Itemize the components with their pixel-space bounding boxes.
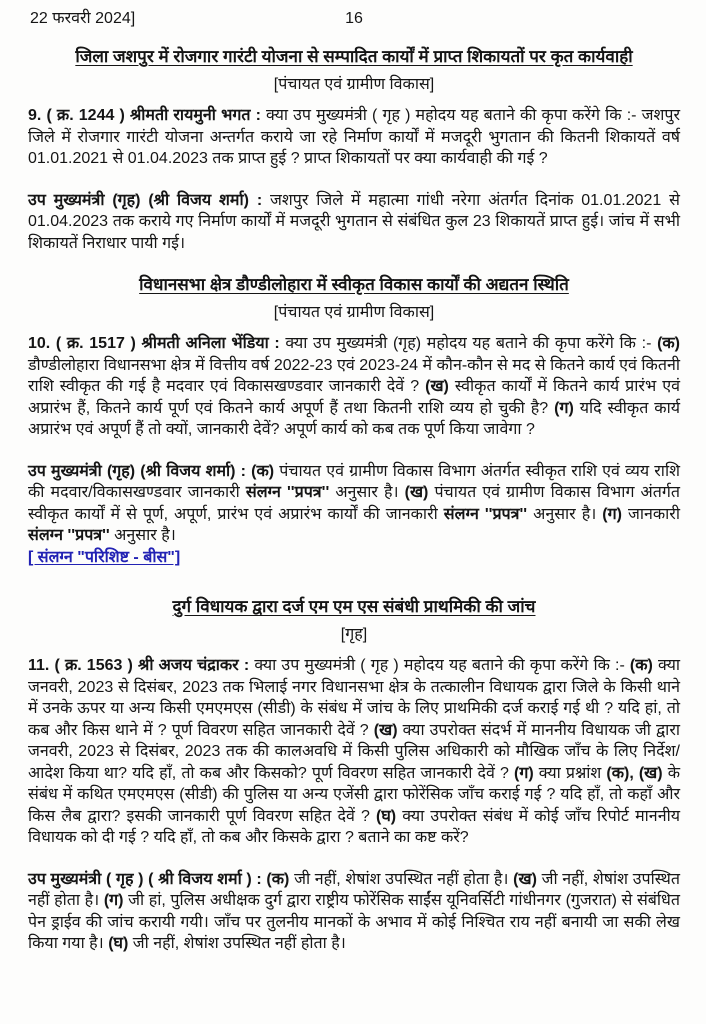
answer-paragraph: उप मुख्यमंत्री ( गृह ) ( श्री विजय शर्मा ) : (क) जी नहीं, शेषांश उपस्थित नहीं होता है। (ख) जी नहीं, शेषांश उपस्थित नहीं होता है। (ग) जी हां, पुलिस अधीक्षक दुर्ग द्वारा राष्ट्रीय फोरेंसिक साईंस यूनिवर्सिटी गांधीनगर (गुजरात) से संबंधित पेन ड्राईव की जांच करायी गयी। जाँच पर तुलनीय मानकों के अभाव में कोई निश्चित राय नहीं बनायी जा सकी लेख किया गया है। (घ) जी नहीं, शेषांश उपस्थित नहीं होता है। (28, 870, 680, 952)
department-label: [गृह] (340, 625, 368, 643)
question-paragraph: 11. ( क्र. 1563 ) श्री अजय चंद्राकर : क्या उप मुख्यमंत्री ( गृह ) महोदय यह बताने की कृपा करेंगे कि :- (क) क्या जनवरी, 2023 से दिसंबर, 2023 तक भिलाई नगर विधानसभा क्षेत्र के तत्कालीन विधायक द्वारा जिले के किसी थाने में उनके ऊपर या अन्य किसी एमएमएस (सीडी) के संबंध में जांच के लिए प्राथमिकी दर्ज कराई गई थी ? यदि हां, तो कब और किस थाने में ? पूर्ण विवरण सहित जानकारी देवें ? (ख) क्या उपरोक्त संदर्भ में माननीय विधायक जी द्वारा जनवरी, 2023 से दिसंबर, 2023 तक की कालअवधि में किसी पुलिस अधिकारी को मौखिक जाँच के लिए निर्देश/आदेश किया था? यदि हाँ, तो कब और किसको? पूर्ण विवरण सहित जानकारी देवें ? (ग) क्या प्रश्नांश (क), (ख) के संबंध में कथित एमएमएस (सीडी) की पुलिस या अन्य एजेंसी द्वारा फोरेंसिक जाँच कराई गई ? यदि हाँ, तो कहाँ और किस लैब द्वारा? इसकी जानकारी पूर्ण विवरण सहित देवें ? (घ) क्या उपरोक्त संबंध में कोई जाँच रिपोर्ट माननीय विधायक को दी गई ? यदि हाँ, तो कब और किसके द्वारा ? बताने का कष्ट करें? (28, 657, 681, 846)
question-paragraph: 10. ( क्र. 1517 ) श्रीमती अनिला भेंडिया : क्या उप मुख्यमंत्री (गृह) महोदय यह बताने की कृपा करेंगे कि :- (क) डौण्डीलोहारा विधानसभा क्षेत्र में वित्तीय वर्ष 2022-23 एवं 2023-24 में कौन-कौन से मद से कितने कार्य एवं कितनी राशि स्वीकृत की गई है मदवार एवं विकासखण्डवार जानकारी देवें ? (ख) स्वीकृत कार्यों में कितने कार्य प्रारंभ एवं अप्रारंभ हैं, कितने कार्य पूर्ण एवं कितने कार्य अपूर्ण हैं तथा कितनी राशि व्यय हो चुकी है? (ग) यदि स्वीकृत कार्य अप्रारंभ एवं अपूर्ण हैं तो क्यों, जानकारी देवें? अपूर्ण कार्य को कब तक पूर्ण किया जावेगा ? (28, 335, 681, 438)
department-label: [पंचायत एवं ग्रामीण विकास] (273, 303, 435, 321)
section-title: विधानसभा क्षेत्र डौण्डीलोहारा में स्वीकृत विकास कार्यों की अद्यतन स्थिति (139, 275, 569, 294)
header-date: 22 फरवरी 2024] (30, 10, 136, 27)
appendix-link[interactable]: [ संलग्न "परिशिष्ट - बीस"] (28, 548, 181, 566)
page-header (28, 8, 680, 32)
section-q10 (28, 274, 680, 582)
section-title: जिला जशपुर में रोजगार गारंटी योजना से सम्पादित कार्यों में प्राप्त शिकायतों पर कृत कार्यवाही (75, 47, 633, 66)
question-paragraph: 9. ( क्र. 1244 ) श्रीमती रायमुनी भगत : क्या उप मुख्यमंत्री ( गृह ) महोदय यह बताने की कृपा करेंगे कि :- जशपुर जिले में रोजगार गारंटी योजना अन्तर्गत कराये जा रहे निर्माण कार्यों में मजदूरी भुगतान की कितनी शिकायतें वर्ष 01.01.2021 से 01.04.2023 तक प्राप्त हुई ? प्राप्त शिकायतों पर क्या कार्यवाही की गई ? (28, 107, 680, 167)
section-q9 (28, 46, 680, 254)
page-number: 16 (345, 10, 363, 27)
answer-paragraph: उप मुख्यमंत्री (गृह) (श्री विजय शर्मा) : (क) पंचायत एवं ग्रामीण विकास विभाग अंतर्गत स्वीकृत राशि एवं व्यय राशि की मदवार/विकासखण्डवार जानकारी संलग्न ''प्रपत्र'' अनुसार है। (ख) पंचायत एवं ग्रामीण विकास विभाग अंतर्गत स्वीकृत कार्यों में से पूर्ण, अपूर्ण, प्रारंभ एवं अप्रारंभ कार्यों की जानकारी संलग्न ''प्रपत्र'' अनुसार है। (ग) जानकारी संलग्न ''प्रपत्र'' अनुसार है। (28, 462, 681, 544)
answer-paragraph: उप मुख्यमंत्री (गृह) (श्री विजय शर्मा) : जशपुर जिले में महात्मा गांधी नरेगा अंतर्गत दिनांक 01.01.2021 से 01.04.2023 तक कराये गए निर्माण कार्यों में मजदूरी भुगतान से संबंधित कुल 23 शिकायतें प्राप्त हुई। जांच में सभी शिकायतें निराधार पायी गई। (28, 191, 680, 252)
section-q11 (28, 596, 680, 955)
department-label: [पंचायत एवं ग्रामीण विकास] (273, 75, 435, 93)
section-title: दुर्ग विधायक द्वारा दर्ज एम एम एस संबंधी प्राथमिकी की जांच (172, 597, 536, 616)
